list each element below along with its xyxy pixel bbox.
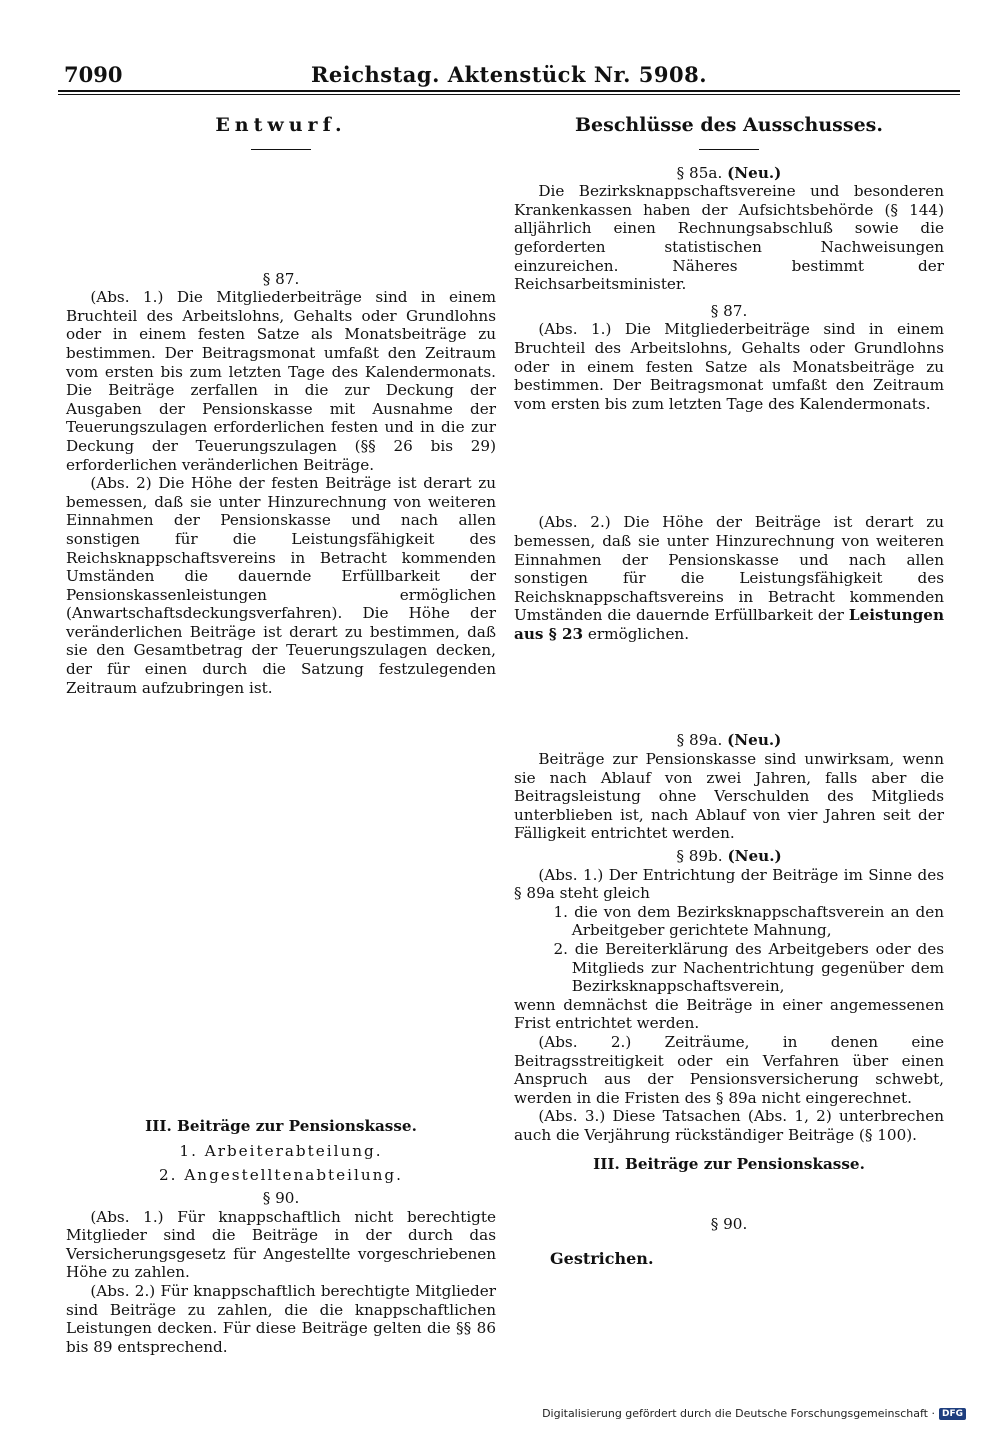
paragraph: (Abs. 1.) Die Mitgliederbeiträge sind in einem Bruchteil des Arbeitslohns, Gehalts oder Grundlohns oder in einem festen Satze als Monatsbeiträge zu bestimmen. Der Beitragsmonat umfaßt den Zeitraum vom ersten bis zum letzten Tage des Kalendermonats. Die Beiträge zerfallen in die zur Deckung der Ausgaben der Pensionskasse mit Ausnahme der Teuerungszulagen erforderlichen festen und in die zur Deckung der Teuerungszulagen (§§ 26 bis 29) erforderlichen veränderlichen Beiträge. [66, 288, 496, 474]
right-column [514, 112, 944, 1284]
paragraph [514, 513, 944, 643]
left-column [66, 112, 496, 1356]
sub-heading: 2. Angestelltenabteilung. [159, 1166, 403, 1185]
header-rule-thin [58, 94, 960, 95]
paragraph: wenn demnächst die Beiträge in einer angemessenen Frist entrichtet werden. [514, 995, 944, 1033]
header-rule [58, 90, 960, 92]
paragraph: Beiträge zur Pensionskasse sind unwirksam, wenn sie nach Ablauf von zwei Jahren, falls aber die Beitragsleistung ohne Verschulden des Mitglieds unterblieben ist, nach Ablauf von vier Jahren seit der Fälligkeit entrichtet werden. [514, 750, 944, 843]
paragraph: Die Bezirksknappschaftsvereine und besonderen Krankenkassen haben der Aufsichtsbehörde (§ 144) alljährlich einen Rechnungsabschluß sowie die geforderten statistischen Nachweisungen einzureichen. Näheres bestimmt der Reichsarbeitsminister. [514, 182, 944, 294]
section-heading [514, 847, 944, 866]
paragraph: (Abs. 2.) Zeiträume, in denen eine Beitragsstreitigkeit oder ein Verfahren über einen Anspruch aus der Pensionsversicherung schwebt, werden in die Fristen des § 89a nicht eingerechnet. [514, 1032, 944, 1107]
paragraph: (Abs. 1.) Die Mitgliederbeiträge sind in einem Bruchteil des Arbeitslohns, Gehalts oder Grundlohns oder in einem festen Satze als Monatsbeiträge zu bestimmen. Der Beitragsmonat umfaßt den Zeitraum vom ersten bis zum letzten Tage des Kalendermonats. [514, 320, 944, 413]
page-number: 7090 [64, 62, 123, 87]
section-heading [514, 731, 944, 750]
section-number: § 89b. [676, 847, 723, 866]
emphasized-text: Leistungen aus § 23 [514, 606, 944, 643]
section-heading: § 87. [262, 269, 300, 288]
paragraph-text: ermöglichen. [587, 624, 690, 643]
new-marker: (Neu.) [727, 163, 782, 182]
footer-text: Digitalisierung gefördert durch die Deutsche Forschungsgemeinschaft · [542, 1407, 935, 1420]
paragraph: (Abs. 1.) Für knappschaftlich nicht berechtigte Mitglieder sind die Beiträge in der durch das Versicherungsgesetz für Angestellte vorgeschriebenen Höhe zu zahlen. [66, 1207, 496, 1282]
page-header [58, 58, 960, 98]
dfg-logo: DFG [939, 1408, 966, 1420]
section-number: § 89a. [676, 731, 723, 750]
paragraph-text: (Abs. 2.) Die Höhe der Beiträge ist derart zu bemessen, daß sie unter Hinzurechnung von weiteren Einnahmen der Pensionskasse und nach allen sonstigen für die Leistungsfähigkeit des Reichsknappschaftsvereins in Betracht kommenden Umständen die dauernde Erfüllbarkeit der [514, 513, 944, 625]
right-column-heading: Beschlüsse des Ausschusses. [575, 114, 883, 136]
paragraph: (Abs. 2.) Für knappschaftlich berechtigte Mitglieder sind Beiträge zu zahlen, die die knappschaftlichen Leistungen decken. Für diese Beiträge gelten die §§ 86 bis 89 entsprechend. [66, 1282, 496, 1356]
deleted-note: Gestrichen. [550, 1248, 654, 1268]
list-item: 2. die Bereiterklärung des Arbeitgebers oder des Mitglieds zur Nachentrichtung gegenüber dem Bezirksknappschaftsverein, [553, 940, 944, 996]
section-heading: § 90. [710, 1215, 748, 1234]
paragraph: (Abs. 1.) Der Entrichtung der Beiträge im Sinne des § 89a steht gleich [514, 865, 944, 903]
paragraph: (Abs. 2) Die Höhe der festen Beiträge ist derart zu bemessen, daß sie unter Hinzurechnung von weiteren Einnahmen der Pensionskasse und nach allen sonstigen für die Leistungsfähigkeit des Reichsknappschaftsvereins in Betracht kommenden Umständen die dauernde Erfüllbarkeit der Pensionskassenleistungen ermöglichen (Anwartschaftsdeckungsverfahren). Die Höhe der veränderlichen Beiträge ist derart zu bestimmen, daß sie den Gesamtbetrag der Teuerungszulagen decken, der für einen durch die Satzung festzulegenden Zeitraum aufzubringen ist. [66, 474, 496, 697]
footer [542, 1407, 966, 1420]
page-title: Reichstag. Aktenstück Nr. 5908. [310, 62, 708, 87]
new-marker: (Neu.) [727, 847, 782, 866]
section-heading [514, 164, 944, 183]
left-column-heading: Entwurf. [215, 114, 347, 136]
sub-heading: 1. Arbeiterabteilung. [179, 1141, 383, 1160]
paragraph: (Abs. 3.) Diese Tatsachen (Abs. 1, 2) unterbrechen auch die Verjährung rückständiger Beiträge (§ 100). [514, 1107, 944, 1144]
section-number: § 85a. [676, 163, 723, 182]
section-heading: § 90. [262, 1189, 300, 1208]
part-heading: III. Beiträge zur Pensionskasse. [145, 1117, 417, 1136]
new-marker: (Neu.) [727, 731, 782, 750]
list-item: 1. die von dem Bezirksknappschaftsverein an den Arbeitgeber gerichtete Mahnung, [553, 902, 944, 940]
section-heading: § 87. [710, 301, 748, 320]
part-heading: III. Beiträge zur Pensionskasse. [593, 1154, 865, 1173]
